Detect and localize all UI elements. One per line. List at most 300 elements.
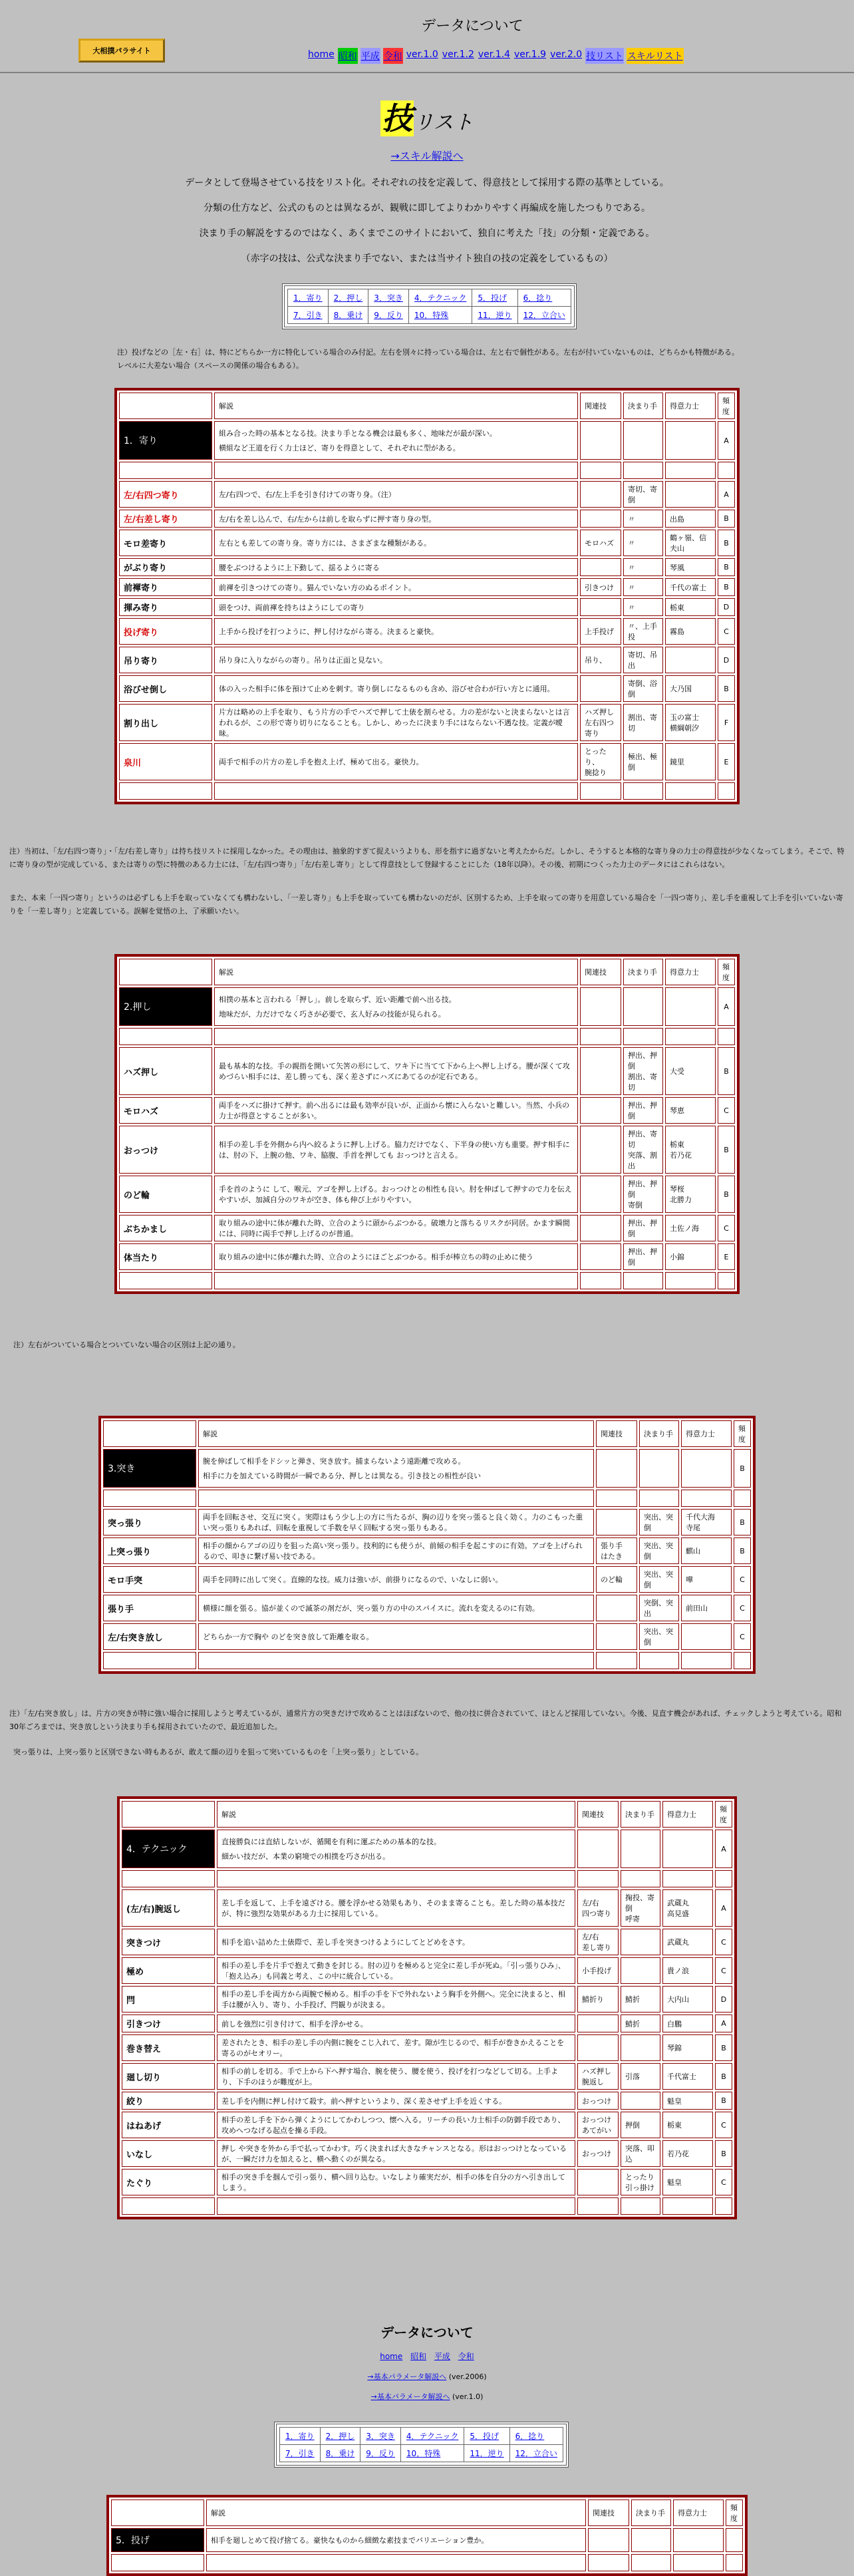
- technique-name: 突っ張り: [103, 1509, 196, 1535]
- specialist-rikishi: 魁皇: [662, 2169, 713, 2195]
- specialist-rikishi: 琴恵: [665, 1097, 716, 1124]
- nav-link[interactable]: home: [307, 48, 335, 64]
- category-cell: [368, 289, 409, 307]
- specialist-rikishi: 魁皇: [662, 2092, 713, 2110]
- kimarite: 押出、押倒: [623, 1215, 663, 1241]
- related-techniques: おっつけ あてがい: [577, 2112, 619, 2138]
- technique-row: [119, 1215, 735, 1241]
- category-link[interactable]: 5．投げ: [470, 2432, 499, 2441]
- category-nav-top: [282, 283, 577, 329]
- specialist-rikishi: 土佐ノ海: [665, 1215, 716, 1241]
- category-link[interactable]: 4．テクニック: [414, 293, 467, 303]
- nav-link[interactable]: ver.1.2: [442, 48, 475, 64]
- technique-name: 左/右突き放し: [103, 1623, 196, 1650]
- category-description-line: 相撲の基本と言われる「押し」。前しを取らず、近い距離で前へ出る技。: [219, 995, 456, 1004]
- specialist-rikishi: 霧島: [665, 618, 716, 645]
- category-description-line: 地味だが、力だけでなく巧さが必要で、玄人好みの技能が見られる。: [219, 1010, 446, 1019]
- related-techniques: のど輪: [596, 1566, 637, 1593]
- column-header: 解説: [214, 393, 578, 419]
- spacer-cell: [588, 2554, 629, 2571]
- specialist-rikishi: 白鵬: [662, 2014, 713, 2032]
- related-techniques: 左/右 差し寄り: [577, 1929, 619, 1955]
- related-techniques: [580, 1126, 621, 1174]
- column-header: 頻度: [726, 2499, 743, 2526]
- category-link[interactable]: 12．立合い: [515, 2449, 557, 2458]
- footer-param-line: [0, 2371, 854, 2382]
- rikishi-cell: [673, 2528, 724, 2552]
- category-link[interactable]: 1．寄り: [293, 293, 323, 303]
- kimarite: 突出、突倒: [639, 1537, 679, 1564]
- note-yori-1: 注）当初は、「左/右四つ寄り」・「左/右差し寄り」は持ち技リストに採用しなかった。その理由は、抽象的すぎて捉えいうよりも、形を指すに過ぎないと考えたからだ。しかし、そうすると本格的な寄り身の力士の得意技が少なくなってしまう。そこで、特に寄り身の型が完成している、または寄りの型に特徴のある力士には、「左/右四つ寄り」「左/右差し寄り」として得意技として登録することにした（18年以降）。その後、初期につくった力士のデータにはこれらはない。: [9, 847, 845, 869]
- technique-name: 左/右差し寄り: [119, 510, 212, 528]
- category-cell: [360, 2428, 401, 2445]
- site-logo[interactable]: 大相撲パラサイト: [78, 39, 165, 63]
- kimarite: 押出、押倒: [623, 1097, 663, 1124]
- specialist-rikishi: 出島: [665, 510, 716, 528]
- kimarite-cell: [621, 1830, 660, 1868]
- related-techniques: [580, 1176, 621, 1213]
- frequency: E: [718, 743, 735, 780]
- specialist-rikishi: 大乃国: [665, 675, 716, 702]
- technique-name: 前褌寄り: [119, 578, 212, 596]
- related-techniques: [577, 2034, 619, 2061]
- technique-description: 差し手を内側に押し付けて殺す。前へ押すというより、深く差させず上手を近くする。: [217, 2092, 575, 2110]
- category-cell: [472, 289, 517, 307]
- kimarite-cell: [623, 421, 663, 460]
- spacer-cell: [726, 2554, 743, 2571]
- category-description-line: 横組など王道を行く力士ほど、寄りを得意として、それぞれに型がある。: [219, 444, 460, 452]
- specialist-rikishi: 千代大海 寺尾: [681, 1509, 732, 1535]
- related-cell: [588, 2528, 629, 2552]
- note-yori-2: また、本来「一四つ寄り」というのは必ずしも上手を取っていなくても構わないし、「一差し寄り」も上手を取っていても構わないのだが、区別するため、上手を取っての寄りを用意している場合を「一四つ寄り」、差し手を重視して上手を引いていない寄りを「一差し寄り」と定義している。誤解を覚悟の上、了承願いたい。: [9, 893, 843, 915]
- column-header: 得意力士: [665, 959, 716, 985]
- category-cell: [360, 2445, 401, 2462]
- column-header: 決まり手: [631, 2499, 671, 2526]
- related-techniques: モロハズ: [580, 530, 621, 556]
- kimarite: 〃: [623, 578, 663, 596]
- note-tsuki-1: 注）「左/右突き放し」は、片方の突きが特に強い場合に採用しようと考えているが、通常片方の突きだけで攻めることはほぼないので、他の技に併合されていて、ほとんど採用していない。今後、見直す機会があれば、チェックしようと考えている。昭和30年ごろまでは、突き放しという決まり手も採用されていたので、最近追加した。: [9, 1709, 842, 1731]
- category-link[interactable]: 1．寄り: [285, 2432, 315, 2441]
- category-link[interactable]: 6．捻り: [523, 293, 553, 303]
- column-header: 解説: [198, 1420, 594, 1447]
- page-title: [0, 94, 854, 138]
- page-header-title: データについて: [421, 18, 523, 35]
- frequency: C: [734, 1566, 751, 1593]
- note-tsuki-2: 突っ張りは、上突っ張りと区別できない時もあるが、敢えて顔の辺りを狙って突いているものを「上突っ張り」としている。: [13, 1748, 423, 1756]
- category-link[interactable]: 11．逆り: [470, 2449, 504, 2458]
- category-link[interactable]: 2．押し: [325, 2432, 355, 2441]
- frequency: B: [734, 1509, 751, 1535]
- spacer-cell: [715, 1870, 732, 1887]
- spacer-cell: [665, 782, 716, 800]
- category-link[interactable]: 5．投げ: [478, 293, 507, 303]
- category-description-line: 腕を伸ばして相手をドシッと弾き、突き放す。捕まらないよう遠距離で攻める。: [203, 1457, 466, 1466]
- technique-name: ハズ押し: [119, 1047, 212, 1095]
- related-techniques: [580, 1047, 621, 1095]
- spacer-cell: [665, 1028, 716, 1045]
- spacer-cell: [621, 2197, 660, 2215]
- spacer-cell: [122, 1870, 215, 1887]
- technique-description: 押し や突きを外から手で払ってかわす。巧く決まれば大きなチャンスとなる。形はおっつけとなっているが、一瞬だけ力を加えると、横へ動くのが異なる。: [217, 2140, 575, 2167]
- kimarite: [621, 1929, 660, 1955]
- category-link[interactable]: 10．特殊: [414, 311, 449, 320]
- category-cell: [288, 307, 329, 324]
- footer-link-home[interactable]: home: [380, 2352, 403, 2361]
- kimarite: 極出、極倒: [623, 743, 663, 780]
- technique-table-yori: [114, 388, 740, 804]
- category-description: [214, 421, 578, 460]
- specialist-rikishi: [681, 1623, 732, 1650]
- frequency: B: [715, 2063, 732, 2090]
- technique-name: モロ手突: [103, 1566, 196, 1593]
- specialist-rikishi: 鏡里: [665, 743, 716, 780]
- kimarite-cell: [631, 2528, 671, 2552]
- frequency: C: [718, 1215, 735, 1241]
- technique-name: 割り出し: [119, 704, 212, 741]
- spacer-cell: [206, 2554, 586, 2571]
- spacer-row: [122, 1870, 732, 1887]
- spacer-cell: [681, 1652, 732, 1669]
- technique-row: [119, 647, 735, 673]
- kimarite-cell: [639, 1449, 679, 1488]
- technique-name: はねあげ: [122, 2112, 215, 2138]
- table-header-empty: [119, 959, 212, 985]
- footer-link-heisei[interactable]: 平成: [434, 2352, 450, 2361]
- category-link[interactable]: 8．乗け: [333, 311, 363, 320]
- frequency: B: [718, 510, 735, 528]
- footer-param-note: (ver.1.0): [452, 2392, 484, 2401]
- kimarite: 鯖折: [621, 1986, 660, 2012]
- footer-link-showa[interactable]: 昭和: [410, 2352, 427, 2361]
- specialist-rikishi: 小錦: [665, 1243, 716, 1270]
- column-header: 解説: [206, 2499, 586, 2526]
- spacer-cell: [198, 1652, 594, 1669]
- technique-name: 引きつけ: [122, 2014, 215, 2032]
- frequency: C: [715, 2112, 732, 2138]
- header-nav: [307, 48, 706, 64]
- spacer-cell: [718, 462, 735, 479]
- spacer-cell: [665, 462, 716, 479]
- column-header: 関連技: [580, 393, 621, 419]
- technique-row: [119, 578, 735, 596]
- specialist-rikishi: 栃東 若乃花: [665, 1126, 716, 1174]
- frequency: D: [715, 1986, 732, 2012]
- spacer-cell: [103, 1652, 196, 1669]
- spacer-cell: [639, 1490, 679, 1507]
- rikishi-cell: [665, 421, 716, 460]
- technique-name: 投げ寄り: [119, 618, 212, 645]
- category-cell: [509, 2428, 563, 2445]
- technique-description: 差し手を返して、上手を遠ざける。腰を浮かせる効果もあり、そのまま寄ることも。差した時の基本技だが、特に強烈な効果がある力士に採用している。: [217, 1889, 575, 1927]
- spacer-cell: [580, 462, 621, 479]
- specialist-rikishi: 大受: [665, 1047, 716, 1095]
- rikishi-cell: [681, 1449, 732, 1488]
- frequency: B: [718, 1126, 735, 1174]
- footer-param-note: (ver.2006): [448, 2372, 487, 2381]
- column-header: 関連技: [596, 1420, 637, 1447]
- technique-description: 吊り身に入りながらの寄り。吊りは正面と見ない。: [214, 647, 578, 673]
- technique-name: 閂: [122, 1986, 215, 2012]
- category-cell: [280, 2445, 321, 2462]
- category-description: [198, 1449, 594, 1488]
- category-link[interactable]: 2．押し: [333, 293, 363, 303]
- category-cell: [509, 2445, 563, 2462]
- page-title-kanji: 技: [382, 100, 413, 136]
- footer-param-link-10[interactable]: →基本パラメータ解説へ: [370, 2392, 450, 2401]
- category-heading: 5．投げ: [111, 2528, 204, 2552]
- related-techniques: [596, 1623, 637, 1650]
- frequency: C: [715, 1929, 732, 1955]
- kimarite: 寄切、吊出: [623, 647, 663, 673]
- table-header-empty: [122, 1801, 215, 1828]
- spacer-cell: [662, 2197, 713, 2215]
- technique-row: [122, 1957, 732, 1984]
- footer-link-reiwa[interactable]: 令和: [458, 2352, 474, 2361]
- spacer-cell: [217, 1870, 575, 1887]
- technique-description: 最も基本的な技。手の親指を開いて矢筈の形にして、ワキ下に当てて下から上へ押し上げる。腰が深くて攻めづらい相手には、差し勝っても、深く差さずにハズにあてるのが定石である。: [214, 1047, 578, 1095]
- spacer-cell: [577, 2197, 619, 2215]
- technique-description: 左右とも差しての寄り身。寄り方には、さまざまな種類がある。: [214, 530, 578, 556]
- table-header-empty: [103, 1420, 196, 1447]
- specialist-rikishi: 琴風: [665, 558, 716, 576]
- category-link[interactable]: 4．テクニック: [406, 2432, 459, 2441]
- technique-description: 取り組みの途中に体が離れた時、立合のようにほごとぶつかる。相手が棒立ちの時の止めに使う: [214, 1243, 578, 1270]
- kimarite: 寄倒、浴倒: [623, 675, 663, 702]
- related-techniques: 鯖折り: [577, 1986, 619, 2012]
- category-link[interactable]: 3．突き: [366, 2432, 395, 2441]
- frequency: A: [718, 421, 735, 460]
- technique-name: 極め: [122, 1957, 215, 1984]
- kimarite: 寄切、寄倒: [623, 481, 663, 508]
- category-cell: [408, 289, 472, 307]
- kimarite: 〃、上手投: [623, 618, 663, 645]
- column-header: 得意力士: [681, 1420, 732, 1447]
- kimarite: 押倒: [621, 2112, 660, 2138]
- intro-line: （赤字の技は、公式な決まり手でない、または当サイト独自の技の定義をしているもの）: [241, 253, 613, 264]
- intro-line: 決まり手の解説をするのではなく、あくまでこのサイトにおいて、独自に考えた「技」の分類・定義である。: [199, 228, 655, 239]
- technique-row: [119, 1047, 735, 1095]
- kimarite: 突出、突倒: [639, 1566, 679, 1593]
- nav-link[interactable]: ver.1.4: [478, 48, 511, 64]
- rikishi-cell: [665, 987, 716, 1026]
- spacer-cell: [718, 782, 735, 800]
- column-header: 決まり手: [639, 1420, 679, 1447]
- spacer-cell: [639, 1652, 679, 1669]
- frequency: E: [718, 1243, 735, 1270]
- technique-row: [119, 598, 735, 616]
- nav-link[interactable]: ver.1.0: [406, 48, 439, 64]
- related-cell: [580, 987, 621, 1026]
- related-techniques: [596, 1595, 637, 1621]
- technique-row: [119, 1243, 735, 1270]
- category-description: [206, 2528, 586, 2552]
- note-left-right: 注）投げなどの［左・右］は、特にどちらか一方に特化している場合のみ付記。左右を別々に持っている場合は、左と右で個性がある。左右が付いていないものは、どちらかも特徴がある。レベルに大差ない場合（スペースの関係の場合もある）。: [117, 348, 739, 370]
- technique-row: [119, 530, 735, 556]
- kimarite: 押出、押倒: [623, 1243, 663, 1270]
- intro-line: 分類の仕方など、公式のものとは異なるが、観戦に即してよりわかりやすく再編成を施したつもりである。: [204, 203, 650, 214]
- footer-title: データについて: [380, 2325, 474, 2340]
- technique-description: 両手を回転させ、交互に突く。実際はもう少し上の方に当たるが、胸の辺りを突っ張ると良く効く。力のこもった重い突っ張りもあれば、回転を重視して手数を早く回転する突っ張りもある。: [198, 1509, 594, 1535]
- frequency: B: [734, 1537, 751, 1564]
- category-link[interactable]: 9．反り: [374, 311, 403, 320]
- kimarite: 割出、寄切: [623, 704, 663, 741]
- spacer-cell: [198, 1490, 594, 1507]
- technique-row: [119, 743, 735, 780]
- specialist-rikishi: 若乃花: [662, 2140, 713, 2167]
- category-cell: [400, 2445, 464, 2462]
- related-techniques: とったり、 腕捻り: [580, 743, 621, 780]
- related-techniques: 小手投げ: [577, 1957, 619, 1984]
- skill-explanation-link[interactable]: →スキル解説へ: [390, 150, 464, 162]
- frequency: B: [718, 1047, 735, 1095]
- technique-description: 上手から投げを打つように、押し付けながら寄る。決まると豪快。: [214, 618, 578, 645]
- column-header: 頻度: [734, 1420, 751, 1447]
- spacer-cell: [111, 2554, 204, 2571]
- technique-name: がぶり寄り: [119, 558, 212, 576]
- kimarite: 突落、叩込: [621, 2140, 660, 2167]
- related-techniques: おっつけ: [577, 2140, 619, 2167]
- technique-row: [103, 1537, 751, 1564]
- category-heading: 2.押し: [119, 987, 212, 1026]
- nav-link[interactable]: 令和: [383, 48, 403, 64]
- footer: [0, 2322, 854, 2402]
- category-link[interactable]: 12．立合い: [523, 311, 565, 320]
- kimarite: 引落: [621, 2063, 660, 2090]
- frequency: D: [718, 598, 735, 616]
- technique-row: [122, 2140, 732, 2167]
- technique-description: 横様に顔を張る。協が並くので滅茶の剤だが、突っ張り方の中のスパイスに。流れを変えるのに有効。: [198, 1595, 594, 1621]
- frequency: C: [715, 1957, 732, 1984]
- specialist-rikishi: 大内山: [662, 1986, 713, 2012]
- column-header: 関連技: [577, 1801, 619, 1828]
- category-link[interactable]: 8．乗け: [325, 2449, 355, 2458]
- spacer-cell: [217, 2197, 575, 2215]
- column-header: 得意力士: [662, 1801, 713, 1828]
- category-link[interactable]: 3．突き: [374, 293, 403, 303]
- category-link[interactable]: 7．引き: [293, 311, 323, 320]
- spacer-row: [103, 1490, 751, 1507]
- specialist-rikishi: 貴ノ浪: [662, 1957, 713, 1984]
- technique-row: [122, 1889, 732, 1927]
- category-cell: [280, 2428, 321, 2445]
- specialist-rikishi: 嘩: [681, 1566, 732, 1593]
- category-cell: [320, 2445, 360, 2462]
- technique-table-nage: [106, 2495, 748, 2576]
- technique-description: 相手の前しを切る。手で上から下へ押す場合、腕を使う、腰を使う、投げを打つなどして切る。上手より、下手のほうが難度が上。: [217, 2063, 575, 2090]
- frequency: F: [718, 704, 735, 741]
- technique-table-technique: [117, 1796, 737, 2219]
- technique-name: いなし: [122, 2140, 215, 2167]
- technique-name: のど輪: [119, 1176, 212, 1213]
- technique-description: 両手で相手の片方の差し手を抱え上げ、極めて出る。豪快力。: [214, 743, 578, 780]
- technique-name: おっつけ: [119, 1126, 212, 1174]
- category-link[interactable]: 6．捻り: [515, 2432, 545, 2441]
- related-techniques: 張り手 はたき: [596, 1537, 637, 1564]
- technique-row: [122, 2169, 732, 2195]
- technique-name: 左/右四つ寄り: [119, 481, 212, 508]
- category-description: [214, 987, 578, 1026]
- kimarite: [621, 2092, 660, 2110]
- category-cell: [472, 307, 517, 324]
- related-techniques: [577, 2014, 619, 2032]
- category-description-line: 相手を廻しとめて投げ捨てる。豪快なものから細緻な素技までバリエーション豊か。: [211, 2536, 489, 2545]
- technique-description: 取り組みの途中に体が離れた時、立合のように頭からぶつかる。破壊力と落ちるリスクが同居。かます瞬間には、同時に両手で押し上げるのが普通。: [214, 1215, 578, 1241]
- technique-row: [119, 704, 735, 741]
- specialist-rikishi: 栃東: [662, 2112, 713, 2138]
- nav-link[interactable]: 技リスト: [585, 48, 624, 64]
- technique-description: 相手の差し手を片手で抱えて動きを封じる。肘の辺りを極めると完全に差し手が死ぬ。「引っ張りひみ」、「抱え込み」も同義と考え、この中に統合している。: [217, 1957, 575, 1984]
- spacer-cell: [662, 1870, 713, 1887]
- technique-name: 絞り: [122, 2092, 215, 2110]
- category-link[interactable]: 11．逆り: [478, 311, 512, 320]
- frequency: A: [718, 481, 735, 508]
- nav-link[interactable]: ver.1.9: [513, 48, 547, 64]
- spacer-cell: [631, 2554, 671, 2571]
- intro-line: データとして登場させている技をリスト化。それぞれの技を定義して、得意技として採用する際の基準としている。: [185, 178, 669, 188]
- technique-name: 揮み寄り: [119, 598, 212, 616]
- frequency: B: [734, 1449, 751, 1488]
- spacer-cell: [673, 2554, 724, 2571]
- spacer-cell: [119, 782, 212, 800]
- related-techniques: [577, 2169, 619, 2195]
- related-techniques: [596, 1509, 637, 1535]
- kimarite: 掬投、寄倒 呼寄: [621, 1889, 660, 1927]
- technique-row: [119, 481, 735, 508]
- category-cell: [408, 307, 472, 324]
- column-header: 解説: [214, 959, 578, 985]
- footer-param-link-2006[interactable]: →基本パラメータ解説へ: [367, 2372, 447, 2381]
- specialist-rikishi: 千代富士: [662, 2063, 713, 2090]
- technique-description: どちらか一方で胸や のどを突き放して距離を取る。: [198, 1623, 594, 1650]
- category-cell: [517, 307, 571, 324]
- frequency: B: [718, 530, 735, 556]
- note-oshi: 注）左右がついている場合とついていない場合の区別は上記の通り。: [13, 1341, 240, 1349]
- column-header: 関連技: [588, 2499, 629, 2526]
- kimarite: 鯖折: [621, 2014, 660, 2032]
- category-nav-bottom: [274, 2422, 569, 2468]
- category-nav-table: [287, 289, 571, 324]
- technique-description: 差されたとき、相手の差し手の内側に腕をこじ入れて、差す。隙が生じるので、相手が巻きかえることを寄るのがセオリー。: [217, 2034, 575, 2061]
- category-heading: 4．テクニック: [122, 1830, 215, 1868]
- category-link[interactable]: 7．引き: [285, 2449, 315, 2458]
- spacer-cell: [596, 1652, 637, 1669]
- category-link[interactable]: 10．特殊: [406, 2449, 441, 2458]
- category-link[interactable]: 9．反り: [366, 2449, 395, 2458]
- nav-link[interactable]: スキルリスト: [627, 48, 684, 64]
- nav-link[interactable]: ver.2.0: [549, 48, 583, 64]
- technique-description: 相手の差し手を下から弾くようにしてかわしつつ、懐へ入る。リーチの長い力士相手の防御手段であり、攻めへつなげる起点を操る手段。: [217, 2112, 575, 2138]
- specialist-rikishi: 琴桜 北勝力: [665, 1176, 716, 1213]
- category-description-line: 組み合った時の基本となる技。決まり手となる機会は最も多く、地味だが最が深い。: [219, 429, 497, 438]
- spacer-row: [119, 1272, 735, 1289]
- spacer-cell: [580, 1028, 621, 1045]
- nav-link[interactable]: 平成: [360, 48, 380, 64]
- nav-link[interactable]: 昭和: [338, 48, 358, 64]
- spacer-row: [111, 2554, 743, 2571]
- category-description-line: 相手に力を加えている時間が一瞬である分、押しとは異なる。引き技との相性が良い: [203, 1472, 481, 1480]
- spacer-cell: [119, 1272, 212, 1289]
- kimarite: 突出、突倒: [639, 1509, 679, 1535]
- category-heading: 1．寄り: [119, 421, 212, 460]
- frequency: A: [715, 2014, 732, 2032]
- technique-name: 上突っ張り: [103, 1537, 196, 1564]
- table-header-empty: [111, 2499, 204, 2526]
- specialist-rikishi: 栃東: [665, 598, 716, 616]
- technique-table-tsuki: [98, 1416, 756, 1674]
- spacer-cell: [715, 2197, 732, 2215]
- category-description-line: 直接勝負には直結しないが、循聞を有利に運ぶための基本的な技。: [221, 1838, 441, 1846]
- spacer-row: [119, 1028, 735, 1045]
